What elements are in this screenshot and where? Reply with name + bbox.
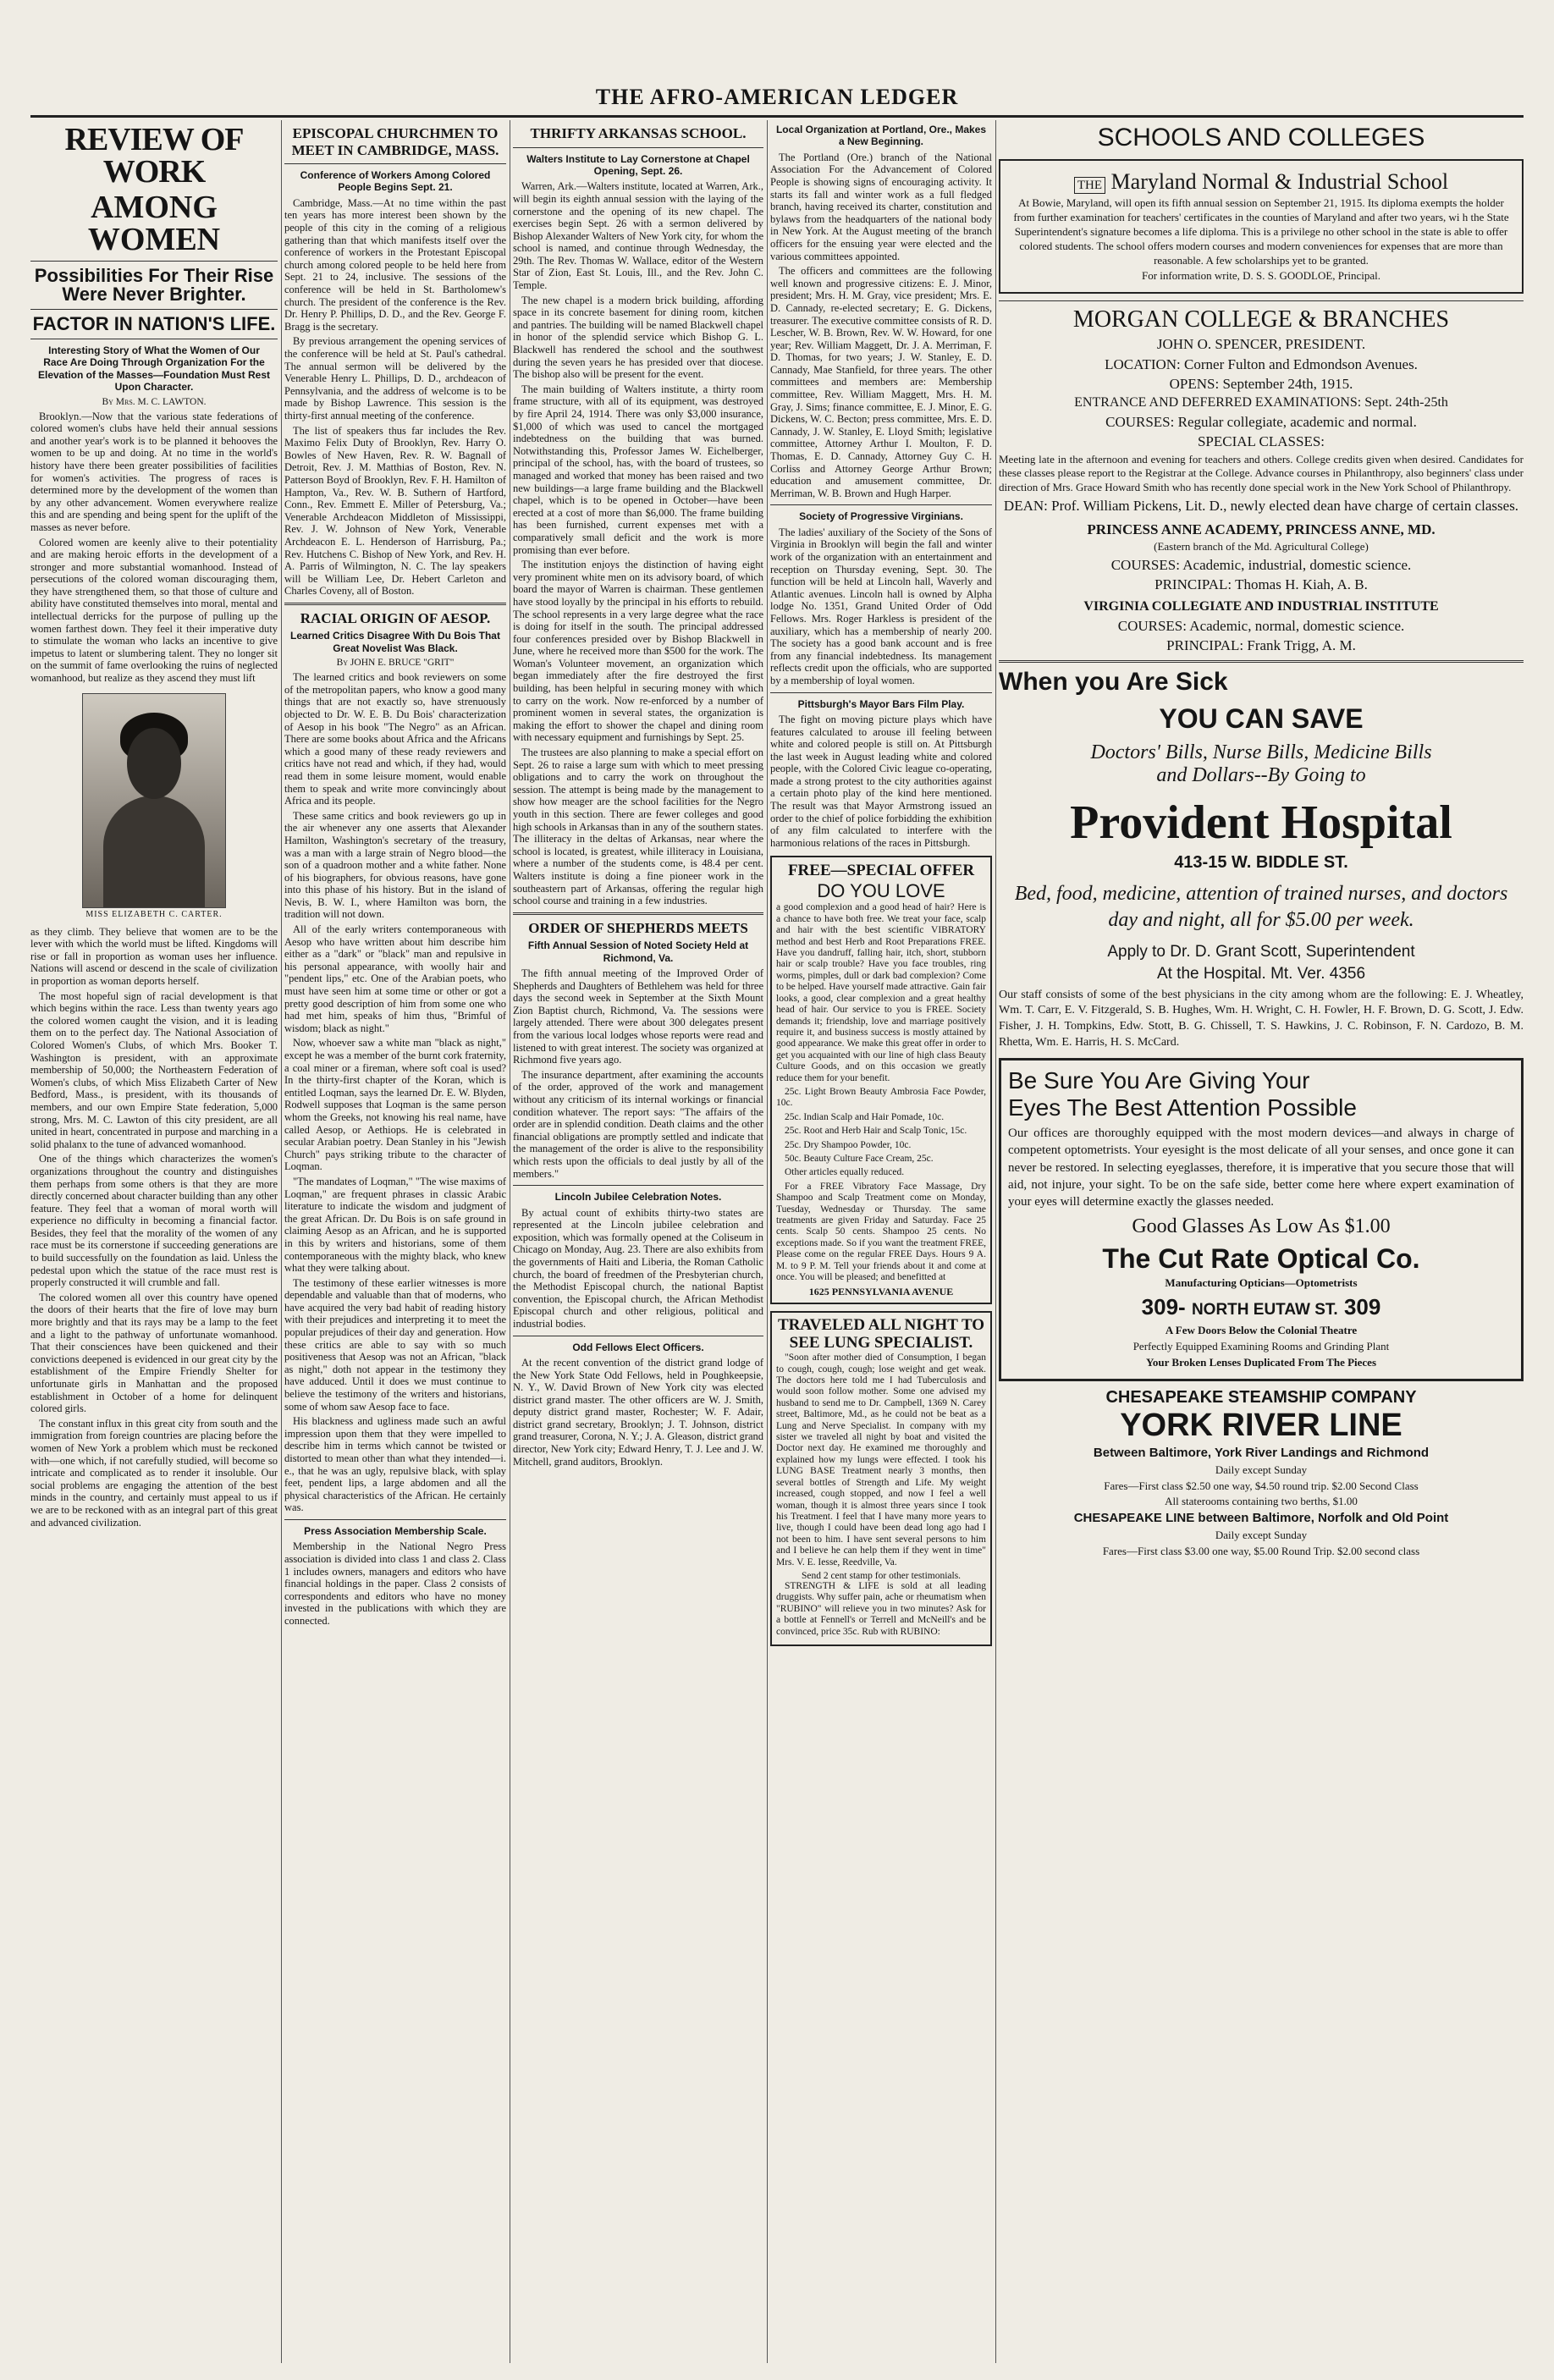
- paragraph: The institution enjoys the distinction of having eight very prominent white men on its advisory board, of which board the mayor of Warren is chairman. These gentlemen have stood loyally by the principal in his efforts to rebuild. The school represents in a very large degree what the race is doing for itself in the south. The principal addressed four conferences presided over by Bishop Blackwell in June, where he received more than $500 for the work. The Woman's Volunteer movement, an organization which began immediately after the fire destroyed the first building, has been helpful in securing money with which to carry on the work. Now re-enforced by a number of prominent women in several states, the organization is making the effort to shower the chapel and dining room with necessary equipment and furnishings by Sept. 25.: [513, 559, 763, 744]
- hospital-staff: Our staff consists of some of the best physicians in the city among whom are the following: E. J. Wheatley, Wm. T. Carr, E. V. Fitzgerald, S. B. Hughes, Wm. H. Wright, C. H. Fowler, H. F. Brown, D. G. Scott, J. Edw. Fisher, J. H. Tompkins, Edw. Stott, B. G. Chissell, T. S. Hawkins, J. C. Robinson, F. N. Cardozo, B. M. Rhetta, Wm. E. Harris, H. S. McCard.: [999, 988, 1524, 1050]
- morgan-college-ad: [999, 306, 1524, 654]
- paragraph: The officers and committees are the following well known and progressive citizens: E. J. Minor, president; Mrs. H. M. Gray, vice president; Mrs. E. D. Cannady, re-elected secretary; E. G. Dickens, treasurer. The executive committee consists of R. D. Lescher, W. B. Brown, Rev. W. W. Howard, for one year; Rev. William Maggett, Dr. J. A. Merriman, F. D. Thomas, for two years; J. W. Stanley, E. D. Cannady, Mae Stanfield, for three years. The other committees and members are: Membership committee, Rev. William Maggett, Mrs. H. M. Gray, J. Sims; finance committee, E. J. Minor, E. G. Dickens, W. C. Becton; press committee, Mrs. E. D. Cannady, J. W. Stanley, E. Lloyd Smith; legislative committee, Attorney Arthur I. Moulton, F. D. Thomas, E. D. Cannady, Attorney Guy C. H. Corliss and Attorney George Arthur Brown; education and amusement committee, Dr. Merriman, W. B. Brown and Hugh Harper.: [770, 265, 992, 499]
- subhead-factor: FACTOR IN NATION'S LIFE.: [32, 313, 276, 334]
- rule: [284, 163, 506, 164]
- optical-number-right: 309: [1343, 1294, 1381, 1320]
- optical-broken: Your Broken Lenses Duplicated From The Pieces: [1145, 1356, 1377, 1369]
- rule: [284, 603, 506, 605]
- beauty-ad-text: For a FREE Vibratory Face Massage, Dry Shampoo and Scalp Treatment come on Monday, Tuesday, Wednesday or Thursday. The same treatments are given Friday and Saturday. Face 25 cents. Scalp 50 cents. Shampoo 25 cents. No exceptions made. So if you want the treatment FREE, Please come on the regular FREE Days. Hours 9 A. M. to 9 P. M. Tell your friends about it and come at once. You will be pleased; and benefitted at: [776, 1181, 986, 1283]
- headline-women: AMONG WOMEN: [87, 190, 221, 257]
- paragraph: The ladies' auxiliary of the Society of the Sons of Virginia in Brooklyn will begin the fall and winter work of the organization with an entertainment and reception on Thursday evening, Sept. 30. The function will be held at Lincoln hall, Waverly and Atlantic avenues. Lincoln hall is owned by Alpha lodge No. 1351, Grand United Order of Odd Fellows. Mrs. Roger Harkless is president of the auxiliary, which has a membership of nearly 200. The society has a good bank account and is free from any financial indebtedness. Its management reflects credit upon the officials, who are supported by a membership of loyal women.: [770, 526, 992, 686]
- optical-headline-2: Eyes The Best Attention Possible: [1008, 1094, 1357, 1121]
- beauty-ad-address: 1625 PENNSYLVANIA AVENUE: [808, 1286, 954, 1298]
- lung-ad-title: TRAVELED ALL NIGHT TO SEE LUNG SPECIALIST.: [777, 1316, 985, 1353]
- optical-headline-1: Be Sure You Are Giving Your: [1008, 1067, 1310, 1094]
- york-company: CHESAPEAKE STEAMSHIP COMPANY: [1105, 1387, 1417, 1407]
- paragraph: Warren, Ark.—Walters institute, located at Warren, Ark., will begin its eighth annual session with the laying of the cornerstone and the opening of its new chapel. The exercises begin Sept. 26 with a sermon delivered by Bishop Alexander Walters of New York city, for whom the school is named, and continue through Wednesday, the 29th. The Rev. Thomas W. Wallace, editor of the Western Star of Zion, East St. Louis, Ill., and the Rev. John C. Temple.: [513, 180, 763, 292]
- paragraph: The insurance department, after examining the accounts of the order, approved of the work and management without any criticism of its internal workings or financial condition whatever. The report says: "The affairs of the order are in splendid condition. Death claims and the other financial obligations are promptly settled and indicate that the management of the order is alive to the responsibility which rests upon the officials to deal justly by all of the members.": [513, 1068, 763, 1180]
- article-deck: Fifth Annual Session of Noted Society Held at Richmond, Va.: [527, 939, 749, 964]
- optical-text: Our offices are thoroughly equipped with the most modern devices—and always in charge of competent optometrists. Your eyesight is the most delicate of all your senses, and once gone it can never be restored. In selecting eyeglasses, therefore, it is imperative that you secure those that will aid, not injure, your sight. To be on the safe side, better come here where expert examination of your eyes will determine exactly the glasses needed.: [1008, 1127, 1514, 1209]
- article-deck: Conference of Workers Among Colored People Begins Sept. 21.: [300, 169, 491, 194]
- hospital-apply: Apply to Dr. D. Grant Scott, Superintendent: [1107, 943, 1415, 961]
- paragraph: Cambridge, Mass.—At no time within the past ten years has more interest been shown by the people of this city in the coming of a religious gathering than that which manifests itself over the conference of workers in the Protestant Episcopal church among colored people to be held here from Sept. 21 to 24, inclusive. The sessions of the conference will be held in St. Bartholomew's church. The president of the conference is the Rev. Dr. Henry P. Phillips, D. D., and the Rev. George F. Bragg is the secretary.: [284, 196, 506, 333]
- morgan-special-text: Meeting late in the afternoon and evening for teachers and others. College credits given when desired. Candidates for these classes please report to the Registrar at the College. Advance courses in Philanthropy, also beginners' class under direction of Mrs. Grace Howard Smith who has recently done special work in the New York School of Philanthropy.: [999, 452, 1524, 494]
- york-fares: Fares—First class $2.50 one way, $4.50 round trip. $2.00 Second Class: [1104, 1479, 1419, 1492]
- hospital-line-save: YOU CAN SAVE: [1159, 702, 1364, 734]
- optical-number-left: 309-: [1141, 1294, 1186, 1320]
- column-divider: [281, 120, 282, 2363]
- paragraph: The list of speakers thus far includes the Rev. Maximo Felix Duty of Brooklyn, Rev. Harry O. Bowles of New Haven, Rev. R. W. Bagnall of Detroit, Rev. J. M. Matthias of Boston, Rev. N. Patterson Boyd of Brooklyn, Rev. F. H. Hamilton of Hampton, Va., Rev. W. B. Suthern of Hartford, Conn., Rev. Emmett E. Miller of Petersburg, Va.; Venerable Archdeacon Middleton of Mississippi, Rev. J. W. Johnson of New York, Venerable Archdeacon E. L. Henderson of Harrisburg, Pa.; Rev. Hutchens C. Bishop of New York, and Rev. H. A. Parris of Wilmington, N. C. The lay speakers will be William Lee, Dr. Hebert Carleton and Charles Coveny, all of Boston.: [284, 424, 506, 598]
- column-3: [513, 120, 763, 2363]
- byline: By JOHN E. BRUCE "GRIT": [336, 658, 455, 669]
- maryland-title-the: THE: [1074, 177, 1105, 194]
- paragraph: By actual count of exhibits thirty-two states are represented at the Lincoln jubilee celebration and exposition, which was formally opened at the Coliseum in Chicago on Monday, Aug. 23. There are also exhibits from the governments of Haiti and Liberia, the Roman Catholic church, the board of freedmen of the Presbyterian church, the Methodist Episcopal church, the national Baptist convention, the Episcopal church, the African Methodist Episcopal church and other religious, political and industrial bodies.: [513, 1206, 763, 1330]
- morgan-title: MORGAN COLLEGE & BRANCHES: [1072, 306, 1450, 333]
- paragraph: The Portland (Ore.) branch of the National Association For the Advancement of Colored People is showing signs of encouraging activity. It starts its fall and winter work as a full fledged branch, having received its charter, constitution and bylaws from the headquarters of the national body in New York. At the August meeting of the branch officers for the ensuing year were elected and the various committees appointed.: [770, 151, 992, 262]
- rule: [999, 660, 1524, 663]
- article-deck: Learned Critics Disagree With Du Bois That Great Novelist Was Black.: [290, 630, 500, 654]
- column-5-ads: [999, 120, 1524, 2363]
- portrait-body: [103, 796, 205, 907]
- optical-name: The Cut Rate Optical Co.: [1102, 1243, 1420, 1275]
- price-item: 25c. Light Brown Beauty Ambrosia Face Powder, 10c.: [776, 1086, 986, 1109]
- portrait-photo: [82, 693, 226, 908]
- morgan-location: LOCATION: Corner Fulton and Edmondson Avenues.: [1105, 355, 1418, 372]
- lung-ad-text: STRENGTH & LIFE is sold at all leading druggists. Why suffer pain, ache or rheumatism when "RUBINO" will relieve you in two minutes? Ask for a bottle at Fennell's or Terrell and McNeill's and be convinced, price 35c. Rub with RUBINO:: [776, 1580, 986, 1637]
- paragraph: The fifth annual meeting of the Improved Order of Shepherds and Daughters of Bethlehem was held for three days the second week in September at the Sixth Mount Zion Baptist church, Richmond, Va. The sessions were largely attended. There were about 300 delegates present from the various local lodges whose reports were read and listened to with great interest. The society was organized at Richmond five years ago.: [513, 967, 763, 1066]
- masthead: THE AFRO-AMERICAN LEDGER: [595, 85, 959, 109]
- optical-price: Good Glasses As Low As $1.00: [1132, 1215, 1391, 1238]
- rule: [770, 504, 992, 505]
- chesapeake-line: CHESAPEAKE LINE between Baltimore, Norfolk and Old Point: [1073, 1511, 1449, 1526]
- price-item: Other articles equally reduced.: [785, 1167, 905, 1178]
- optical-equip: Perfectly Equipped Examining Rooms and Grinding Plant: [1132, 1340, 1390, 1353]
- headline-pittsburgh: Pittsburgh's Mayor Bars Film Play.: [797, 697, 965, 710]
- cut-rate-optical-ad: [999, 1058, 1524, 1381]
- rule: [513, 147, 763, 148]
- byline: By Mrs. M. C. LAWTON.: [102, 396, 207, 407]
- lung-specialist-ad: [770, 1311, 992, 1646]
- maryland-text: At Bowie, Maryland, will open its fifth annual session on September 21, 1915. Its diploma exempts the holder from further examination for teachers' certificates in the counties of Maryland and after two years, wi h the State Superintendent's signature becomes a life diploma. This is a privilege no other school in the state is able to offer colored students. The school offers modern courses and modern conveniences for expenses that are more than reasonable. A few scholarships yet to be granted.: [1013, 196, 1509, 267]
- paragraph: At the recent convention of the district grand lodge of the New York State Odd Fellows, held in Poughkeepsie, N. Y., W. David Brown of New York city was elected district grand master. The other officers are W. J. Smith, deputy district grand master, Rochester; W. F. Adair, district grand secretary, Brooklyn; J. T. Johnson, district grand treasurer, Corona, N. Y.; J. A. Gleason, district grand director, New York city; Edward Henry, T. J. Lee and J. W. Mitchell, grand auditors, Brooklyn.: [513, 1356, 763, 1468]
- optical-near: A Few Doors Below the Colonial Theatre: [1165, 1324, 1358, 1337]
- headline-arkansas: THRIFTY ARKANSAS SCHOOL.: [530, 125, 747, 141]
- paragraph: Brooklyn.—Now that the various state federations of colored women's clubs have held their annual sessions and another year's work is to be planned it behooves the women to be up and doing. At no time in the world's history have there been greater possibilities of facilities for women's activities. The progress of races is determined more by the development of the women than by any other advancement. Women everywhere realize this and are spending and being spent for the uplift of the masses as never before.: [30, 410, 278, 533]
- lung-ad-text: "Soon after mother died of Consumption, I began to cough, cough, cough; lose weight and get weak. The doctors here told me I had Tuberculosis and would soon follow mother. Some one advised my husband to send me to Dr. Campbell, 1369 N. Carey street, Baltimore, Md., as he could not be beat as a Lung and Nerve Specialist. In company with my sister we traveled all night by boat and visited the Doctor next day. He examined me thoroughly and explained how my lungs were effected. I took his LUNG BASE Treatment nearly 3 months, then several bottles of Strength and Life. My weight increased, cough stopped, and now I feel a well woman, though it is almost three years since I took his Treatment. I feel that I have many more years to live, though I could have been dead long ago had I not been to him. I have sent several persons to him and I believe he can help them if they went in time" Mrs. V. E. Iesse, Reedville, Va.: [776, 1353, 986, 1567]
- paragraph: The colored women all over this country have opened the doors of their hearts that the fire of love may burn more brightly and that its rays may be a lamp to the feet and a light to the pathway of unfortunate womanhood. That their consciences have been quickened and their convictions deepened is evidenced in our great city by the establishment of the Empire Friendly Shelter for unfortunate girls in Manhattan and the proposed establishment in October of a home for delinquent colored girls.: [30, 1291, 278, 1415]
- paragraph: One of the things which characterizes the women's organizations throughout the country and distinguishes them perhaps from some others is that they are more directly concerned about character building than any other feature. They feel that a woman of moral worth will experience no difficulty in becoming a financial factor. Besides, they feel that the morality of the women of any race must be its cornerstone if succeeding generations are to build successfully on the foundation as laid. Unless the pedestal upon which the statue of the race must rest is properly constructed it will crumble and fall.: [30, 1153, 278, 1289]
- rule: [513, 912, 763, 915]
- hospital-phone: At the Hospital. Mt. Ver. 4356: [1156, 964, 1366, 983]
- maryland-normal-ad: [999, 159, 1524, 294]
- beauty-ad-subtitle: DO YOU LOVE: [817, 880, 945, 902]
- princess-anne-title: PRINCESS ANNE ACADEMY, PRINCESS ANNE, MD.: [1087, 521, 1436, 537]
- paragraph: All of the early writers contemporaneous with Aesop who have written about him describe him either as a "dark" or "black" man and repulsive in his personal appearance, with woolly hair and "pendent lips," etc. One of the Arabian poets, who must have seen him at some time or other or got a pretty good description of him from some one who had met him, speaks of him thus, "Brimful of wisdom; black as night.": [284, 923, 506, 1034]
- price-item: 25c. Indian Scalp and Hair Pomade, 10c.: [785, 1111, 945, 1122]
- headline-aesop: RACIAL ORIGIN OF AESOP.: [300, 609, 491, 626]
- column-divider: [767, 120, 768, 2363]
- column-2: [284, 120, 506, 2363]
- article-deck: Interesting Story of What the Women of Our Race Are Doing Through Organization For the Elevation of the Masses—Foundation Must Rest Upon Character.: [37, 344, 271, 394]
- beauty-price-list: [776, 1087, 986, 1179]
- morgan-opens: OPENS: September 24th, 1915.: [1169, 375, 1353, 392]
- hospital-services: Bed, food, medicine, attention of trained nurses, and doctors day and night, all for $5.00 per week.: [1014, 882, 1508, 931]
- princess-anne-principal: PRINCIPAL: Thomas H. Kiah, A. B.: [1154, 576, 1368, 592]
- headline-episcopal: EPISCOPAL CHURCHMEN TO MEET IN CAMBRIDGE, MASS.: [291, 125, 499, 158]
- virginia-courses: COURSES: Academic, normal, domestic science.: [1117, 618, 1405, 635]
- paragraph: Now, whoever saw a white man "black as night," except he was a member of the burnt cork fraternity, a coal miner or a fireman, where soft coal is used? In the thirty-first chapter of the Koran, which is entitled Loqman, says the learned Dr. E. W. Blyden, Rodwell supposes that Loqman is the same person whom the Greeks, not knowing his real name, have called Aesop, or Aethiops. He is celebrated in secular Arabian poetry. Dean Stanley in his "Jewish Church" pays striking tribute to the character of Loqman.: [284, 1037, 506, 1173]
- paragraph: His blackness and ugliness made such an awful impression upon them that they were impelled to describe him in terms which cannot be twisted or distorted to mean other than what they intended—i. e., that he was an ugly, repulsive black, with splay feet, pendent lips, a large abdomen and all the physical characteristics of the African. He certainly was.: [284, 1415, 506, 1514]
- column-divider: [995, 120, 996, 2363]
- lung-ad-signoff: Send 2 cent stamp for other testimonials.: [801, 1570, 962, 1581]
- york-between: Between Baltimore, York River Landings and Richmond: [1093, 1445, 1430, 1460]
- beauty-ad-title: FREE—SPECIAL OFFER: [787, 862, 975, 880]
- paragraph: The most hopeful sign of racial development is that which begins within the race. Less than twenty years ago the colored women caught the vision, and it is leading them on to the perfect day. The National Association of Colored Women's Clubs, of which Mrs. Booker T. Washington is president, with an approximate membership of 50,000; the Northeastern Federation of Women's clubs, of which Miss Elizabeth Carter of New Bedford, Mass., is president, with its thousands of members, and our own Empire State federation, 5,000 strong, Mrs. M. C. Lawton of this city president, are all united in heart, concentrated in purpose and marching in a solid phalanx to the tune of advanced womanhood.: [30, 989, 278, 1150]
- paragraph: The constant influx in this great city from south and the immigration from foreign countries are placing before the women of New York a problem which must be reckoned with—one which, if not carefully studied, will become so intricate and complicated as to render it insoluble. Our social problems are engaging the attention of the best minds in the country, and certainly must appeal to us if we are to be reckoned with as an integral part of this great and advanced civilization.: [30, 1417, 278, 1529]
- photo-caption: MISS ELIZABETH C. CARTER.: [85, 909, 223, 919]
- morgan-exams: ENTRANCE AND DEFERRED EXAMINATIONS: Sept. 24th-25th: [1074, 395, 1448, 410]
- chesapeake-daily: Daily except Sunday: [1215, 1529, 1308, 1542]
- york-staterooms: All staterooms containing two berths, $1.00: [1165, 1495, 1358, 1508]
- rule: [999, 300, 1524, 301]
- maryland-title-name: Maryland Normal & Industrial School: [1110, 169, 1449, 194]
- york-daily: Daily except Sunday: [1215, 1463, 1308, 1476]
- paragraph: "The mandates of Loqman," "The wise maxims of Loqman," are frequent phrases in classic Arabic literature to indicate the wisdom and judgment of the great African. Dr. Du Bois is on safe ground in claiming Aesop as an African, and he is supported in this by writers and historians, some of them contemporaneous with the mighty black, who knew what they were talking about.: [284, 1175, 506, 1275]
- column-1: [30, 120, 278, 2363]
- headline-odd-fellows: Odd Fellows Elect Officers.: [572, 1341, 704, 1353]
- morgan-courses: COURSES: Regular collegiate, academic and normal.: [1105, 414, 1417, 431]
- paragraph: as they climb. They believe that women are to be the lever with which the world must be lifted. Kingdoms will rise or fall in proportion as woman uses her influence. Nations will ascend or descend in the scale of civilization in proportion as woman deports herself.: [30, 925, 278, 987]
- hospital-address: 413-15 W. BIDDLE ST.: [1174, 852, 1348, 872]
- morgan-president: JOHN O. SPENCER, PRESIDENT.: [1156, 336, 1366, 353]
- paragraph: The learned critics and book reviewers on some of the metropolitan papers, who know a good many things that are not exactly so, have strenuously objected to Dr. W. E. B. Du Bois' characterization of Aesop in his book "The Negro" as an African. There are some books about Africa and the Africans which a good many of these ready reviewers and critics have not read and which, if they had, would read them in some leisure moment, would enable them to speak and write more convincingly about Africa and its people.: [284, 671, 506, 807]
- headline-portland: Local Organization at Portland, Ore., Makes a New Beginning.: [775, 124, 987, 148]
- price-item: 25c. Dry Shampoo Powder, 10c.: [785, 1139, 912, 1150]
- portrait-face: [127, 728, 181, 799]
- column-4: [770, 120, 992, 2363]
- morgan-special: SPECIAL CLASSES:: [1197, 433, 1325, 450]
- chesapeake-fares: Fares—First class $3.00 one way, $5.00 Round Trip. $2.00 second class: [1102, 1544, 1420, 1557]
- optical-address: [1008, 1294, 1514, 1320]
- subhead-possibilities: Possibilities For Their Rise Were Never Brighter.: [34, 265, 274, 305]
- paragraph: The fight on moving picture plays which have features calculated to arouse ill feeling between white and colored people is still on. At Pittsburgh the last week in August leading white and colored people, with the Colored Civic league co-operating, made a strong protest to the city authorities against a certain photo play of the kind here mentioned. The result was that Mayor Armstrong issued an order to the chief of police forbidding the exhibition of any film calculated to interfere with the harmonious relations of the races in Pittsburgh.: [770, 713, 992, 849]
- price-item: 50c. Beauty Culture Face Cream, 25c.: [785, 1153, 934, 1164]
- paragraph: The trustees are also planning to make a special effort on Sept. 26 to raise a large sum with which to meet pressing obligations and to carry the work on throughout the session. The attempt is being made by the management to show how meager are the school facilities for the Negro youth in this section. There are fewer colleges and good high schools in Arkansas than in any of the southern states. The illiteracy in the deltas of Arkansas, near where the school is located, is greatest, while illiteracy in Louisiana, where a number of the students come, is 48.4 per cent. Walters institute is doing a fine pioneer work in the southeastern part of Arkansas, offering the regular high school course and training in a few industries.: [513, 747, 763, 907]
- princess-anne-courses: COURSES: Academic, industrial, domestic science.: [1110, 556, 1412, 573]
- maryland-contact: For information write, D. S. S. GOODLOE, Principal.: [1141, 269, 1380, 283]
- rule: [30, 261, 278, 262]
- headline-shepherds: ORDER OF SHEPHERDS MEETS: [528, 919, 748, 936]
- rule: [284, 1519, 506, 1520]
- beauty-ad: [770, 856, 992, 1304]
- beauty-ad-text: a good complexion and a good head of hair? Here is a chance to have both free. We treat your face, scalp and hair with the best scientific VIBRATORY method and best Herb and Root Preparations FREE. Have you dandruff, falling hair, itch, short, stubborn hair or scalp trouble? Have you face troubles, ring worms, pimples, dull or dark bad complexion? Come to be helped. Have yourself made attractive. Gain fair looks, a good, clear complexion and a great healthy head of hair. Our service to you is FREE. Society demands it; friendship, love and marriage positively require it, and business success is mostly attained by good appearance. We make this great offer in order to get you acquainted with our line of high class Beauty Culture Goods, and on this occasion we greatly reduce them for your benefit.: [776, 902, 986, 1083]
- york-name: YORK RIVER LINE: [1120, 1407, 1402, 1443]
- optical-street: NORTH EUTAW ST.: [1191, 1301, 1338, 1319]
- paragraph: By previous arrangement the opening services of the conference will be held at St. Paul's cathedral. The annual sermon will be delivered by the Venerable Henry L. Phillips, D. D., archdeacon of Pennsylvania, and the address of welcome is to be made by Bishop Lawrence. This session is the thirty-first annual meeting of the conference.: [284, 335, 506, 421]
- york-river-line-ad: [999, 1388, 1524, 1559]
- rule: [770, 692, 992, 693]
- hospital-name: Provident Hospital: [1070, 796, 1452, 849]
- price-item: 25c. Root and Herb Hair and Scalp Tonic, 15c.: [785, 1126, 967, 1137]
- rule: [30, 309, 278, 310]
- paragraph: The main building of Walters institute, a thirty room frame structure, with all of its equipment, was destroyed by fire April 24, 1914. There was only $3,000 insurance, $1,000 of which was used to cancel the mortgaged indebtedness on the building that was burned. Notwithstanding this, Professor James W. Eichelberger, principal of the school, has, with the board of trustees, so managed and worked that money has been raised and two new buildings—a large frame building and the Blackwell chapel, which is to be opened in October—have been erected at a cost of more than $6,000. The frame building has been furnished, current expenses met with a comparatively small deficit and the work is more promising than ever before.: [513, 383, 763, 556]
- provident-hospital-ad: [999, 668, 1524, 1051]
- morgan-dean: DEAN: Prof. William Pickens, Lit. D., newly elected dean have charge of certain classes.: [1003, 498, 1519, 515]
- virginia-title: VIRGINIA COLLEGIATE AND INDUSTRIAL INSTITUTE: [1083, 599, 1439, 614]
- paragraph: These same critics and book reviewers go up in the air whenever any one asserts that Alexander Hamilton, Washington's secretary of the treasury, was a man with a large strain of Negro blood—the son of a quadroon mother and a white father. None of his biographers, for obvious reasons, have gone into this phase of his history. But in the island of Nevis, B. W. I., where Hamilton was born, the tradition will not down.: [284, 809, 506, 921]
- article-deck: Walters Institute to Lay Cornerstone at Chapel Opening, Sept. 26.: [526, 152, 750, 177]
- headline-press: Press Association Membership Scale.: [304, 1524, 487, 1537]
- schools-header: SCHOOLS AND COLLEGES: [1097, 124, 1425, 152]
- optical-sub: Manufacturing Opticians—Optometrists: [1165, 1276, 1358, 1290]
- paragraph: The testimony of these earlier witnesses is more dependable and valuable than that of moderns, who have acquired the very bad habit of reading history with their prejudices and interpreting it to meet the popular prejudices of their day and generation. How these critics are able to say with so much positiveness that Aesop was not an African, "black as night," doth not appear in the testimony they have adduced. Until it does we must continue to believe the testimony of the writers and historians, some of whom saw Aesop face to face.: [284, 1276, 506, 1413]
- paragraph: Membership in the National Negro Press association is divided into class 1 and class 2. Class 1 includes owners, managers and editors who have financial holdings in the paper. Class 2 consists of correspondents and editors who have no money invested in the publications with which they are connected.: [284, 1540, 506, 1627]
- masthead-rule: [30, 115, 1524, 118]
- paragraph: The new chapel is a modern brick building, affording space in its concrete basement for dining room, kitchen and pantries. The building will be named Blackwell chapel in honor of the splendid service which Bishop G. L. Blackwell has rendered the school and the southwest during the seven years he has presided over that diocese. The bishop also will be present for the event.: [513, 294, 763, 381]
- virginia-principal: PRINCIPAL: Frank Trigg, A. M.: [1166, 637, 1356, 654]
- maryland-title: [1007, 169, 1515, 195]
- paragraph: Colored women are keenly alive to their potentiality and are making heroic efforts in the development of a stronger and more substantial womanhood. Instead of persecutions of the colored woman discouraging them, they have strengthened them, so that those of culture and ability have constituted themselves into moral, mental and intellectual derricks for the purpose of pulling up the women farthest down. They feel it their imperative duty to stimulate the woman who lacks an incentive to give impetus to latent or slumbering talent. They no longer sit on the summit of fame overlooking the ruins of neglected womanhood, but realize as they ascend they must lift: [30, 536, 278, 685]
- headline-virginians: Society of Progressive Virginians.: [799, 510, 963, 523]
- hospital-line-going: and Dollars--By Going to: [1156, 763, 1366, 786]
- rule: [513, 1185, 763, 1186]
- hospital-line-bills: Doctors' Bills, Nurse Bills, Medicine Bills: [1090, 741, 1432, 763]
- princess-anne-sub: (Eastern branch of the Md. Agricultural College): [1154, 539, 1369, 553]
- headline-review: REVIEW OF WORK: [64, 122, 244, 190]
- headline-lincoln: Lincoln Jubilee Celebration Notes.: [554, 1191, 722, 1204]
- hospital-line-sick: When you Are Sick: [999, 667, 1228, 696]
